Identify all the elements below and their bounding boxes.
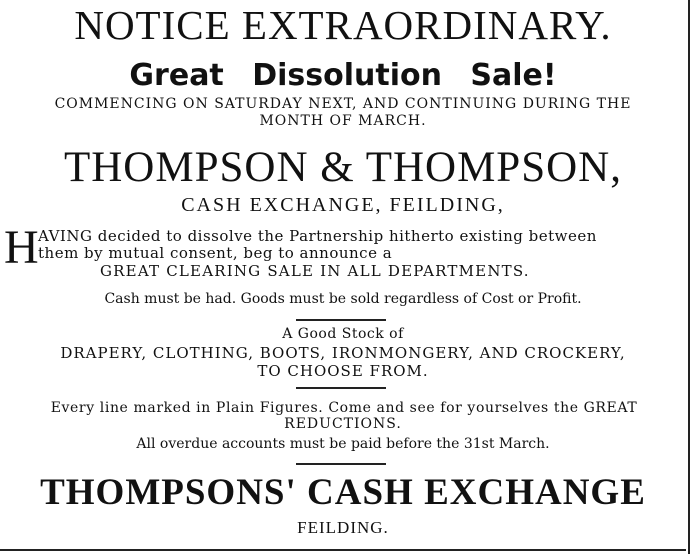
body-line-1: AVING decided to dissolve the Partnership hitherto existing between bbox=[38, 227, 597, 245]
choose-line: TO CHOOSE FROM. bbox=[257, 362, 429, 380]
headline: NOTICE EXTRAORDINARY. bbox=[74, 2, 612, 48]
good-stock-line: A Good Stock of bbox=[282, 326, 404, 342]
footer-town: FEILDING. bbox=[297, 518, 389, 537]
body-line-3: GREAT CLEARING SALE IN ALL DEPARTMENTS. bbox=[100, 262, 530, 280]
body-line-2: them by mutual consent, beg to announce a bbox=[38, 244, 393, 262]
column-border bbox=[688, 0, 690, 554]
overdue-line: All overdue accounts must be paid before the 31st March. bbox=[136, 436, 550, 452]
divider-1 bbox=[296, 319, 386, 321]
cash-line: Cash must be had. Goods must be sold regardless of Cost or Profit. bbox=[104, 291, 582, 307]
drop-cap: H bbox=[4, 221, 39, 274]
reductions-line: REDUCTIONS. bbox=[284, 416, 402, 432]
bottom-border bbox=[0, 549, 686, 551]
commencing-line-2: MONTH OF MARCH. bbox=[259, 113, 427, 129]
divider-3 bbox=[296, 463, 386, 465]
firm-name: THOMPSON & THOMPSON, bbox=[63, 144, 622, 191]
divider-2 bbox=[296, 387, 386, 389]
sale-title: Great Dissolution Sale! bbox=[129, 58, 557, 93]
every-line: Every line marked in Plain Figures. Come and see for yourselves the GREAT bbox=[50, 400, 638, 416]
commencing-line-1: COMMENCING ON SATURDAY NEXT, AND CONTINUING DURING THE bbox=[54, 96, 632, 112]
footer-name: THOMPSONS' CASH EXCHANGE bbox=[40, 472, 646, 513]
firm-subtitle: CASH EXCHANGE, FEILDING, bbox=[181, 194, 505, 216]
departments-line: DRAPERY, CLOTHING, BOOTS, IRONMONGERY, AND CROCKERY, bbox=[60, 344, 626, 362]
